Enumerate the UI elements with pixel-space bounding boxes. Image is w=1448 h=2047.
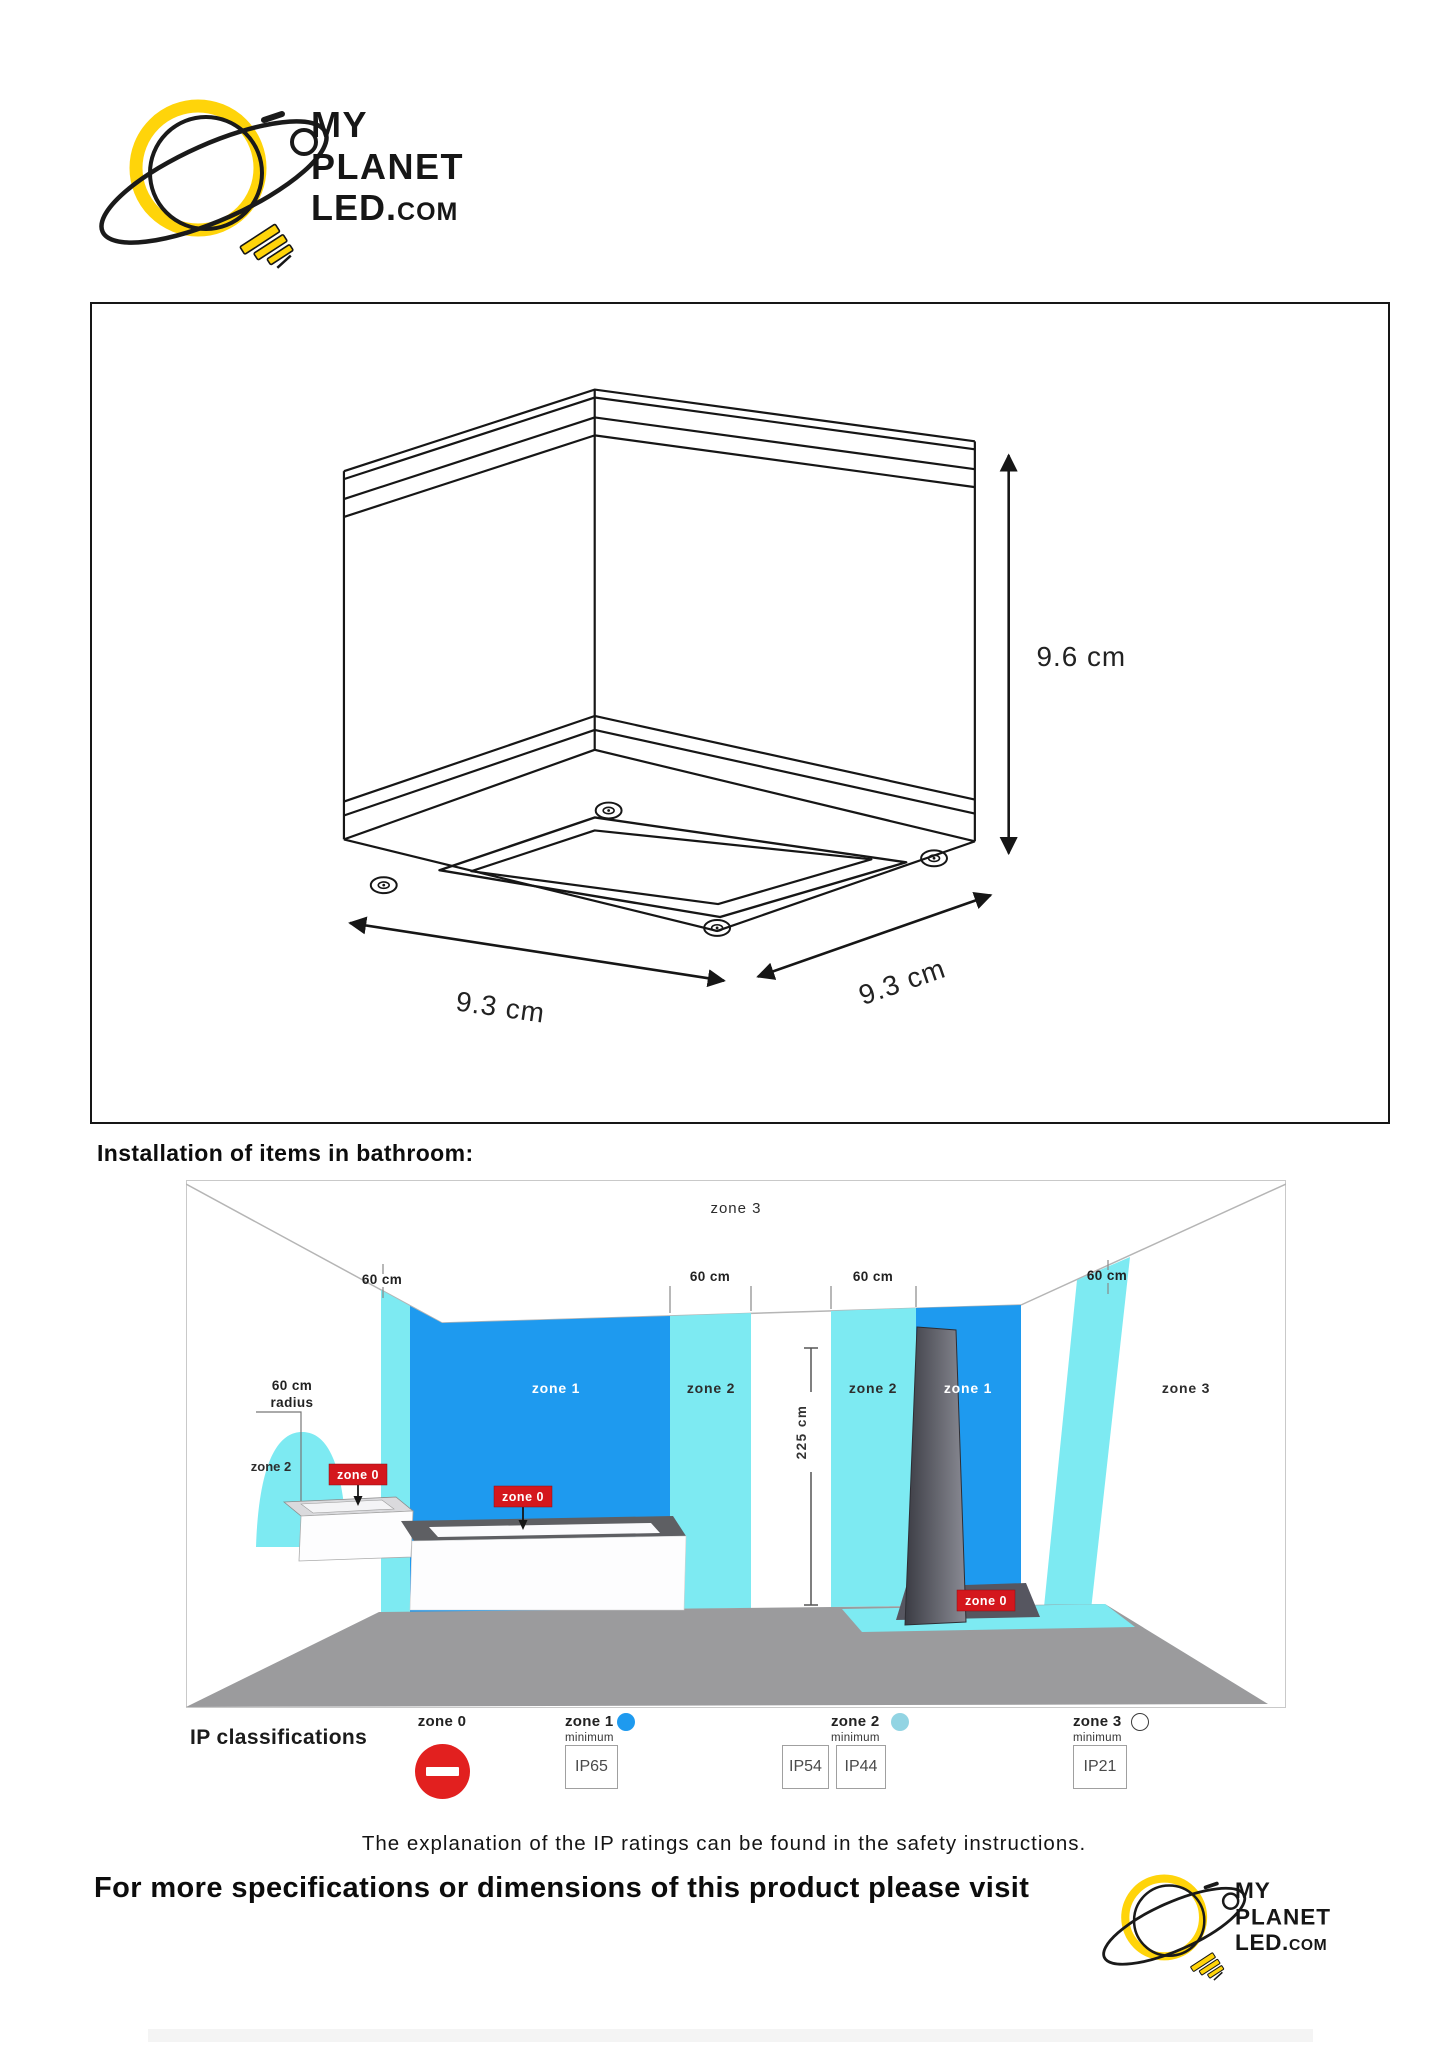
section-heading: Installation of items in bathroom: (97, 1140, 474, 1166)
door-height-label: 225 cm (794, 1404, 809, 1460)
logo-word-planet: PLANET (1235, 1904, 1331, 1930)
depth-dimension-label: 9.3 cm (854, 952, 950, 1011)
cube-fixture-drawing (92, 304, 1388, 1122)
zone1-tub-label: zone 1 (531, 1380, 581, 1396)
light-beam-icon (1190, 1952, 1226, 1987)
ip65-box: IP65 (565, 1745, 618, 1789)
logo-led-text: LED. (311, 187, 398, 228)
logo-word-my: MY (1235, 1878, 1271, 1904)
legend-title: IP classifications (190, 1726, 368, 1749)
recessed-panel-outer (439, 817, 906, 917)
screw-icon (596, 803, 622, 819)
legend-zone2-minimum: minimum (831, 1732, 880, 1744)
sink (284, 1497, 413, 1561)
footer-note: For more specifications or dimensions of this product please visit (94, 1872, 1030, 1904)
bathroom-zones-diagram (186, 1180, 1286, 1708)
cube-outline (344, 390, 975, 931)
ip-explanation-note: The explanation of the IP ratings can be found in the safety instructions. (361, 1832, 1087, 1855)
bathroom-diagram-svg (186, 1180, 1286, 1708)
zone1-shower-label: zone 1 (943, 1380, 993, 1396)
light-beam-icon (240, 223, 297, 278)
bathtub (401, 1516, 686, 1610)
logo-com-text: COM (397, 198, 459, 226)
radius-label-line2: radius (270, 1395, 314, 1410)
legend-zone0-label: zone 0 (417, 1713, 467, 1730)
radius-label-line1: 60 cm (271, 1378, 313, 1393)
width-arrow (350, 923, 724, 981)
ip44-box: IP44 (836, 1745, 886, 1789)
dimension-drawing-panel (90, 302, 1390, 1124)
legend-zone2-label: zone 2 (831, 1713, 880, 1730)
ip-legend (186, 1713, 1286, 1813)
legend-zone3-minimum: minimum (1073, 1732, 1122, 1744)
no-entry-icon (415, 1744, 470, 1799)
planet-logo-icon-small (1100, 1856, 1345, 1999)
ip54-box: IP54 (782, 1745, 829, 1789)
dimension-arrows (350, 455, 1009, 980)
backwall-zone2-door-right (831, 1308, 916, 1607)
depth-arrow (758, 895, 991, 977)
zone3-color-dot (1131, 1713, 1149, 1731)
dim-60cm-center-left: 60 cm (689, 1269, 731, 1284)
planet-circle-black (150, 117, 262, 229)
logo-word-my: MY (311, 104, 368, 145)
dim-60cm-far-left: 60 cm (361, 1272, 403, 1287)
dim-60cm-far-right: 60 cm (1086, 1268, 1128, 1283)
planet-circle-black (1134, 1885, 1204, 1955)
width-dimension-label: 9.3 cm (453, 985, 548, 1029)
bottom-scroll-strip (148, 2029, 1313, 2042)
zone3-right-wall-label: zone 3 (1161, 1380, 1211, 1396)
planet-logo-icon (96, 70, 486, 298)
logo-led-text: LED. (1235, 1930, 1289, 1956)
orbit-dash (1206, 1884, 1217, 1888)
dim-60cm-center-right: 60 cm (852, 1269, 894, 1284)
logo-word-planet: PLANET (311, 146, 464, 187)
ceiling-zone-label: zone 3 (710, 1200, 762, 1217)
screw-icon (371, 877, 397, 893)
zone0-badge-sink-text: zone 0 (337, 1468, 379, 1482)
zone2-tub-right-label: zone 2 (686, 1380, 736, 1396)
zone2-color-dot (891, 1713, 909, 1731)
ip21-box: IP21 (1073, 1745, 1127, 1789)
logo-word-led (311, 187, 458, 228)
height-dimension-label: 9.6 cm (1036, 641, 1127, 673)
zone0-badge-shower-text: zone 0 (965, 1594, 1007, 1608)
orbit-dash (264, 114, 282, 120)
recessed-panel-inner (471, 830, 871, 904)
zone1-color-dot (617, 1713, 635, 1731)
legend-zone3-label: zone 3 (1073, 1713, 1122, 1730)
zone2-door-right-label: zone 2 (848, 1380, 898, 1396)
zone0-badge-tub-text: zone 0 (502, 1490, 544, 1504)
legend-zone1-label: zone 1 (565, 1713, 614, 1730)
logo-word-led (1235, 1930, 1327, 1955)
legend-zone1-minimum: minimum (565, 1732, 614, 1744)
left-wall-zone2 (381, 1290, 410, 1613)
brand-logo-top (96, 70, 486, 303)
zone2-sink-label: zone 2 (250, 1459, 292, 1474)
logo-com-text: COM (1288, 1937, 1328, 1955)
brand-logo-bottom (1100, 1856, 1345, 2004)
